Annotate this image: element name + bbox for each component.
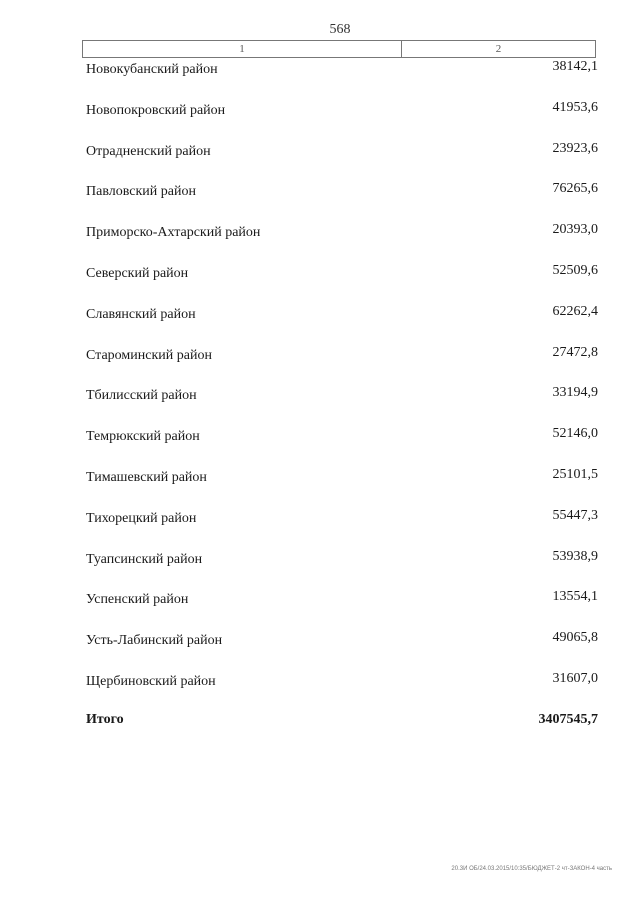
table-row bbox=[86, 589, 598, 630]
district-name: Северский район bbox=[86, 265, 189, 281]
table-row bbox=[86, 549, 598, 590]
table-row bbox=[86, 59, 598, 100]
district-name: Успенский район bbox=[86, 592, 189, 608]
table-row bbox=[86, 263, 598, 304]
district-value: 52146,0 bbox=[552, 426, 598, 442]
total-row bbox=[86, 712, 598, 728]
table-row bbox=[86, 630, 598, 671]
table-row bbox=[86, 385, 598, 426]
district-value: 13554,1 bbox=[552, 589, 598, 605]
district-name: Тбилисский район bbox=[86, 388, 197, 404]
table-row bbox=[86, 100, 598, 141]
table-row bbox=[86, 426, 598, 467]
district-name: Темрюкский район bbox=[86, 429, 200, 445]
district-name: Новокубанский район bbox=[86, 62, 218, 77]
district-value: 23923,6 bbox=[552, 140, 598, 156]
table-row bbox=[86, 467, 598, 508]
table-body bbox=[86, 59, 598, 712]
district-value: 76265,6 bbox=[552, 181, 598, 197]
district-name: Тихорецкий район bbox=[86, 510, 197, 526]
district-name: Усть-Лабинский район bbox=[86, 633, 223, 649]
table-header bbox=[82, 40, 596, 58]
district-name: Славянский район bbox=[86, 306, 196, 322]
district-name: Отрадненский район bbox=[86, 143, 211, 159]
district-value: 33194,9 bbox=[552, 385, 598, 401]
district-value: 53938,9 bbox=[552, 548, 598, 564]
district-value: 25101,5 bbox=[552, 466, 598, 482]
district-name: Староминский район bbox=[86, 347, 212, 363]
district-name: Тимашевский район bbox=[86, 469, 207, 485]
district-name: Щербиновский район bbox=[86, 673, 216, 689]
table-row bbox=[86, 181, 598, 222]
page-number: 568 bbox=[329, 22, 351, 37]
total-label: Итого bbox=[86, 712, 124, 727]
district-value: 31607,0 bbox=[552, 670, 598, 686]
district-name: Туапсинский район bbox=[86, 551, 203, 567]
district-value: 55447,3 bbox=[552, 507, 598, 523]
table-row bbox=[86, 345, 598, 386]
district-name: Приморско-Ахтарский район bbox=[86, 225, 261, 241]
district-value: 52509,6 bbox=[552, 262, 598, 278]
district-value: 38142,1 bbox=[552, 59, 598, 74]
district-value: 27472,8 bbox=[552, 344, 598, 360]
table-row bbox=[86, 222, 598, 263]
table-row bbox=[86, 508, 598, 549]
district-value: 41953,6 bbox=[552, 99, 598, 115]
column-header-2: 2 bbox=[495, 43, 502, 55]
table-row bbox=[86, 304, 598, 345]
total-value: 3407545,7 bbox=[538, 712, 598, 727]
footer-stamp: 20.3И ОБ/24.03.2015/10:35/БЮДЖЕТ-2 чт-ЗАКОН-4 часть bbox=[451, 866, 612, 872]
table-row bbox=[86, 671, 598, 712]
district-name: Новопокровский район bbox=[86, 102, 226, 118]
column-header-1: 1 bbox=[83, 41, 402, 57]
district-value: 62262,4 bbox=[552, 303, 598, 319]
table-row bbox=[86, 141, 598, 182]
district-name: Павловский район bbox=[86, 184, 196, 200]
district-value: 49065,8 bbox=[552, 630, 598, 646]
district-value: 20393,0 bbox=[552, 222, 598, 238]
